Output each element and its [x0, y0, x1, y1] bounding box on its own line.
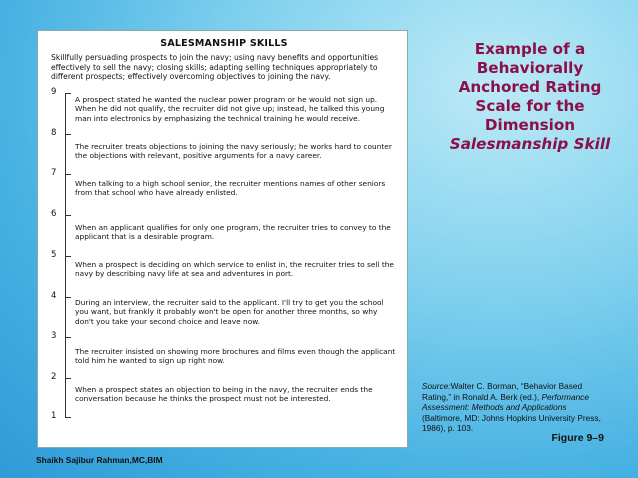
source-citation: [422, 381, 608, 434]
heading-text: Example of a Behaviorally Anchored Rating Scale for the Dimension: [458, 40, 602, 134]
tick-label: 4: [51, 290, 57, 301]
heading-skill: Salesmanship Skill: [449, 135, 611, 153]
anchor-statement: When a prospect is deciding on which service to enlist in, the recruiter tries to sell the navy by describing navy life at sea and adventures in port.: [75, 259, 394, 279]
source-text: Walter C. Borman, “Behavior Based Rating,” in Ronald A. Berk (ed.),: [422, 381, 583, 402]
anchor-statement: The recruiter insisted on showing more brochures and films even though the applicant told him he wanted to sign up right now.: [75, 346, 396, 366]
tick-label: 8: [51, 127, 57, 138]
rating-scale-panel: [37, 30, 408, 448]
panel-title: SALESMANSHIP SKILLS: [160, 38, 288, 49]
source-label: Source:: [422, 381, 451, 391]
anchor-statement: When an applicant qualifies for only one program, the recruiter tries to convey to the applicant that is a desirable program.: [75, 222, 391, 242]
tick-label: 9: [51, 86, 57, 97]
dimension-definition: Skillfully persuading prospects to join the navy; using navy benefits and opportunities effectively to sell the navy; closing skills; adapting selling techniques appropriately to different prospects; effectively overcoming objectives to joining the navy.: [51, 53, 379, 82]
anchor-statement: When a prospect states an objection to being in the navy, the recruiter ends the conversation because he thinks the prospect must not be interested.: [75, 384, 373, 404]
source-book-title: Performance Assessment: Methods and Applications: [422, 391, 589, 413]
tick-label: 3: [51, 330, 57, 341]
anchor-statement: When talking to a high school senior, the recruiter mentions names of other seniors from that school who have already enlisted.: [75, 178, 386, 198]
source-publisher: (Baltimore, MD: Johns Hopkins University Press, 1986), p. 103.: [422, 412, 601, 434]
slide-heading: [441, 40, 619, 154]
scale-axis: [65, 93, 66, 417]
anchor-statement: The recruiter treats objections to joining the navy seriously; he works hard to counter the objections with relevant, positive arguments for a navy career.: [75, 141, 392, 161]
tick-label: 7: [51, 167, 57, 178]
tick-label: 2: [51, 371, 57, 382]
anchor-statement: During an interview, the recruiter said to the applicant. I'll try to get you the school you want, but frankly it probably won't be open for another three months, so why don't you take your second choice and leave now.: [75, 297, 384, 326]
anchor-statement: A prospect stated he wanted the nuclear power program or he would not sign up. When he did not qualify, the recruiter did not give up; instead, he talked this young man into electronics by emphasizing the technical training he would receive.: [75, 94, 385, 123]
tick-label: 5: [51, 249, 57, 260]
author-footer: Shaikh Sajibur Rahman,MC,BIM: [36, 455, 163, 465]
tick-label: 6: [51, 208, 57, 219]
tick-label: 1: [51, 410, 57, 421]
figure-label: Figure 9–9: [551, 432, 604, 444]
rating-scale: [51, 87, 397, 425]
